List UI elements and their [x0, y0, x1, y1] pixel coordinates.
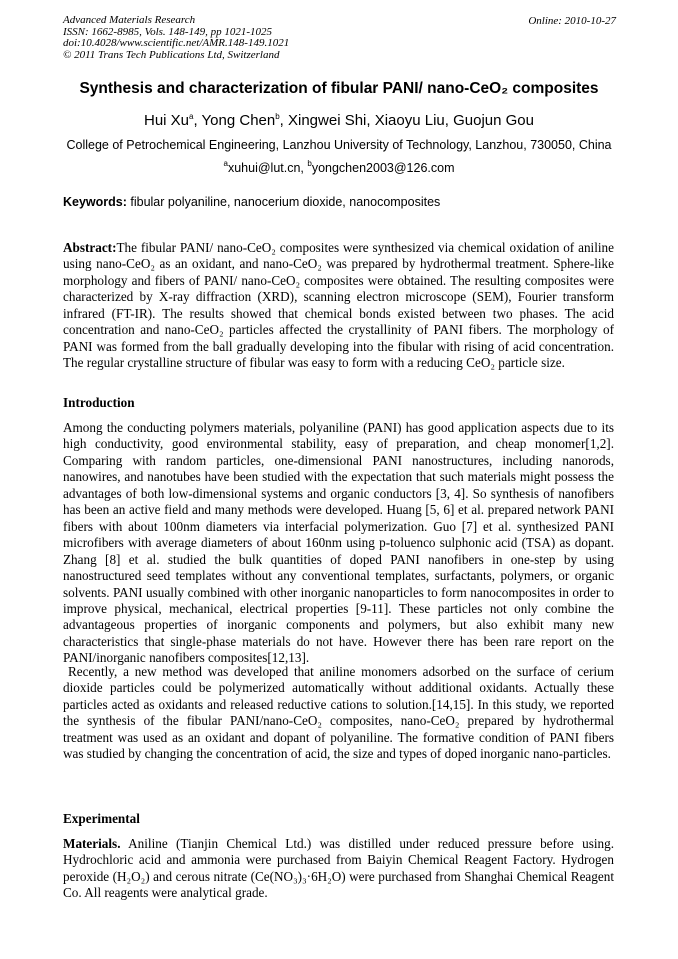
affil-mark: b — [307, 159, 312, 168]
keywords-text: fibular polyaniline, nanocerium dioxide, nanocomposites — [126, 195, 441, 209]
email-a[interactable]: xuhui@lut.cn, — [227, 161, 308, 175]
authors — [0, 112, 678, 129]
materials-paragraph — [63, 836, 614, 902]
online-date: Online: 2010-10-27 — [528, 15, 616, 27]
abstract-label: Abstract: — [63, 240, 117, 255]
author: , Yong Chen — [193, 112, 276, 129]
journal-name: Advanced Materials Research — [63, 14, 196, 26]
affiliation: College of Petrochemical Engineering, Lanzhou University of Technology, Lanzhou, 730050, China — [66, 138, 612, 152]
copyright: © 2011 Trans Tech Publications Ltd, Switzerland — [63, 48, 280, 61]
email-b[interactable]: yongchen2003@126.com — [311, 161, 455, 175]
materials-label: Materials. — [63, 836, 121, 851]
keywords-label: Keywords: — [63, 195, 127, 209]
affil-mark: a — [189, 112, 194, 121]
affil-mark: b — [275, 112, 280, 121]
authors-rest: , Xingwei Shi, Xiaoyu Liu, Guojun Gou — [279, 112, 534, 129]
intro-paragraph-2: Recently, a new method was developed that aniline monomers adsorbed on the surface of cerium dioxide particles could be polymerized automatically without additional oxidants. Actually these particles acted as oxidants and released reductive cations to solution.[14,15]. In this study, we reported the synthesis of the fibular PANI/nano-CeO₂ composites, nano-CeO₂ prepared by hydrothermal treatment was used as an oxidant and dopant of polyaniline. The formative condition of PANI fibers was studied by changing the concentration of acid, the size and types of doped inorganic nano-particles. — [63, 664, 614, 762]
abstract-text: The fibular PANI/ nano-CeO₂ composites were synthesized via chemical oxidation of aniline using nano-CeO₂ as an oxidant, and nano-CeO₂ was prepared by hydrothermal treatment. Sphere-like morphology and fibers of PANI/ nano-CeO₂ composites were obtained. The resulting composites were characterized by X-ray diffraction (XRD), scanning electron microscope (SEM), Fourier transform infrared (FT-IR). The results showed that chemical bonds existed between two phases. The acid concentration and nano-CeO₂ particles affected the crystallinity of PANI fibers. The morphology of PANI was formed from the ball gradually developing into the fibular with rising of acid concentration. The regular crystalline structure of fibular was easy to form with a reducing CeO₂ particle size. — [63, 240, 614, 371]
keywords — [63, 195, 440, 209]
emails — [0, 159, 678, 175]
experimental-heading: Experimental — [63, 811, 140, 826]
paper-title: Synthesis and characterization of fibular PANI/ nano-CeO₂ composites — [79, 80, 599, 97]
doi: doi:10.4028/www.scientific.net/AMR.148-149.1021 — [63, 37, 290, 49]
journal-header — [63, 15, 289, 61]
author: Hui Xu — [143, 112, 190, 129]
affil-mark: a — [223, 159, 228, 168]
introduction-heading: Introduction — [63, 395, 135, 410]
intro-paragraph-1: Among the conducting polymers materials, polyaniline (PANI) has good application aspects due to its high conductivity, good environmental stability, easy of preparation, and cheap monomer[1,2]. Comparing with random particles, one-dimensional PANI nanostructures, including nanorods, nanowires, and nanotubes have been studied with the expectation that such materials might possess the advantages of both low-dimensional systems and organic conductors [3, 4]. So synthesis of nanofibers has been an active field and many methods were developed. Huang [5, 6] et al. prepared network PANI fibers with about 100nm diameters via interfacial polymerization. Guo [7] et al. synthesized PANI microfibers with average diameters of about 160nm using p-toluenco sulphonic acid (TSA) as dopant. Zhang [8] et al. studied the bulk quantities of doped PANI nanofibers in one-step by using nanostructured seed templates without any conventional templates, surfactants, polymers, or organic solvents. PANI usually combined with other inorganic nanoparticles to form nanocomposites in order to improve physical, mechanical, electrical properties [9-11]. These particles not only combine the advantageous properties of inorganic components and polymers, but also exhibit many new characteristics that single-phase materials do not have. However there has been rare report on the PANI/inorganic nanofibers composites[12,13]. — [63, 420, 614, 666]
abstract — [63, 240, 614, 372]
issn: ISSN: 1662-8985, Vols. 148-149, pp 1021-1025 — [63, 25, 272, 38]
materials-text: Aniline (Tianjin Chemical Ltd.) was distilled under reduced pressure before using. Hydrochloric acid and ammonia were purchased from Baiyin Chemical Reagent Factory. Hydrogen peroxide (H₂O₂) and cerous nitrate (Ce(NO₃)₃·6H₂O) were purchased from Shanghai Chemical Reagent Co. All reagents were analytical grade. — [63, 836, 614, 901]
